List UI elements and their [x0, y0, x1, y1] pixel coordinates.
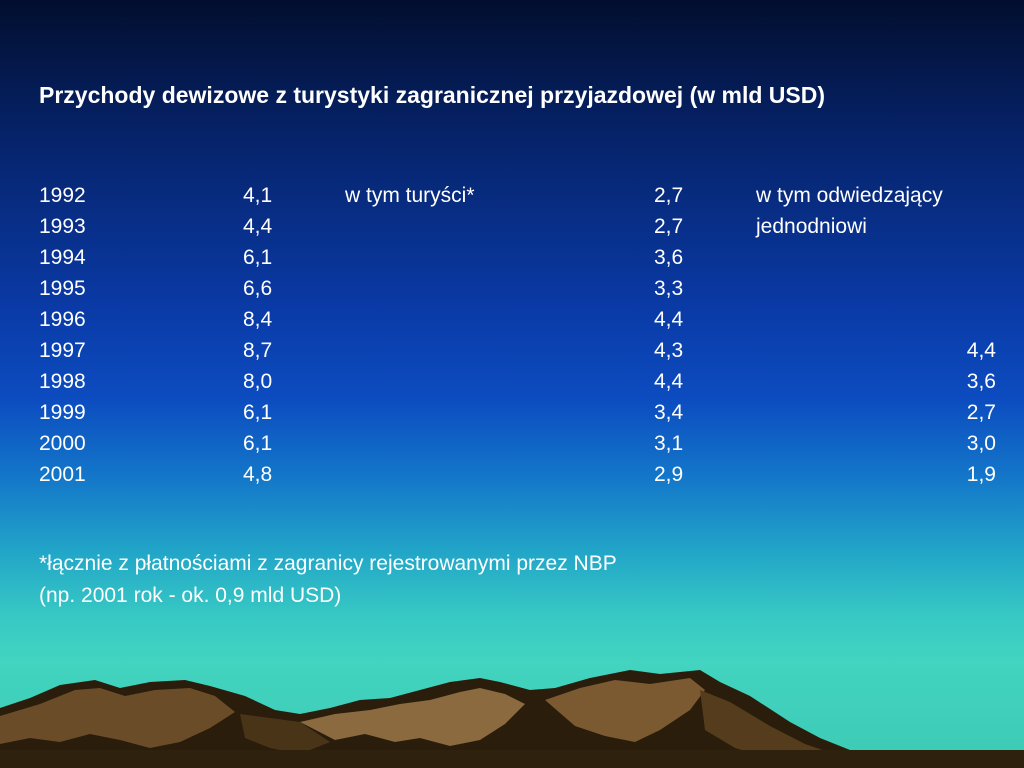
total-cell: 4,8 — [243, 463, 273, 486]
year-cell: 1993 — [39, 215, 86, 238]
day-visitors-cell: 4,4 — [966, 339, 996, 362]
slide-title: Przychody dewizowe z turystyki zagranicznej przyjazdowej (w mld USD) — [39, 82, 826, 108]
note-cell: w tym odwiedzający — [756, 184, 943, 207]
total-cell: 6,1 — [243, 401, 273, 424]
total-cell: 6,6 — [243, 277, 273, 300]
tourists-cell: 3,4 — [654, 401, 684, 424]
year-cell: 2001 — [39, 463, 86, 486]
total-cell: 4,4 — [243, 215, 273, 238]
tourists-cell: 4,4 — [654, 308, 684, 331]
total-cell: 6,1 — [243, 246, 273, 269]
year-cell: 1999 — [39, 401, 86, 424]
year-cell: 1992 — [39, 184, 86, 207]
table-row — [0, 304, 1024, 335]
total-cell: 6,1 — [243, 432, 273, 455]
year-cell: 1997 — [39, 339, 86, 362]
day-visitors-cell: 1,9 — [966, 463, 996, 486]
table-row — [0, 180, 1024, 211]
tourists-cell: 3,6 — [654, 246, 684, 269]
footnote-line-1: *łącznie z płatnościami z zagranicy rejestrowanymi przez NBP — [39, 552, 617, 575]
footnote-line-2: (np. 2001 rok - ok. 0,9 mld USD) — [39, 584, 342, 607]
table-row — [0, 366, 1024, 397]
year-cell: 1998 — [39, 370, 86, 393]
table-row — [0, 428, 1024, 459]
day-visitors-cell: 3,6 — [966, 370, 996, 393]
table-row — [0, 273, 1024, 304]
footnote — [39, 548, 617, 612]
table-row — [0, 211, 1024, 242]
total-cell: 8,0 — [243, 370, 273, 393]
tourists-cell: 2,7 — [654, 184, 684, 207]
note-cell: jednodniowi — [756, 215, 867, 238]
table-row — [0, 335, 1024, 366]
tourists-cell: 2,7 — [654, 215, 684, 238]
day-visitors-cell: 2,7 — [966, 401, 996, 424]
table-row — [0, 397, 1024, 428]
tourists-cell: 4,4 — [654, 370, 684, 393]
total-cell: 8,7 — [243, 339, 273, 362]
total-cell: 8,4 — [243, 308, 273, 331]
year-cell: 1994 — [39, 246, 86, 269]
mountains-illustration — [0, 630, 1024, 768]
year-cell: 1996 — [39, 308, 86, 331]
tourists-cell: 3,1 — [654, 432, 684, 455]
day-visitors-cell: 3,0 — [966, 432, 996, 455]
table-row — [0, 459, 1024, 490]
year-cell: 1995 — [39, 277, 86, 300]
year-cell: 2000 — [39, 432, 86, 455]
tourists-cell: 4,3 — [654, 339, 684, 362]
note-cell: w tym turyści* — [345, 184, 475, 207]
total-cell: 4,1 — [243, 184, 273, 207]
tourists-cell: 3,3 — [654, 277, 684, 300]
table-row — [0, 242, 1024, 273]
data-table — [0, 180, 1024, 490]
tourists-cell: 2,9 — [654, 463, 684, 486]
